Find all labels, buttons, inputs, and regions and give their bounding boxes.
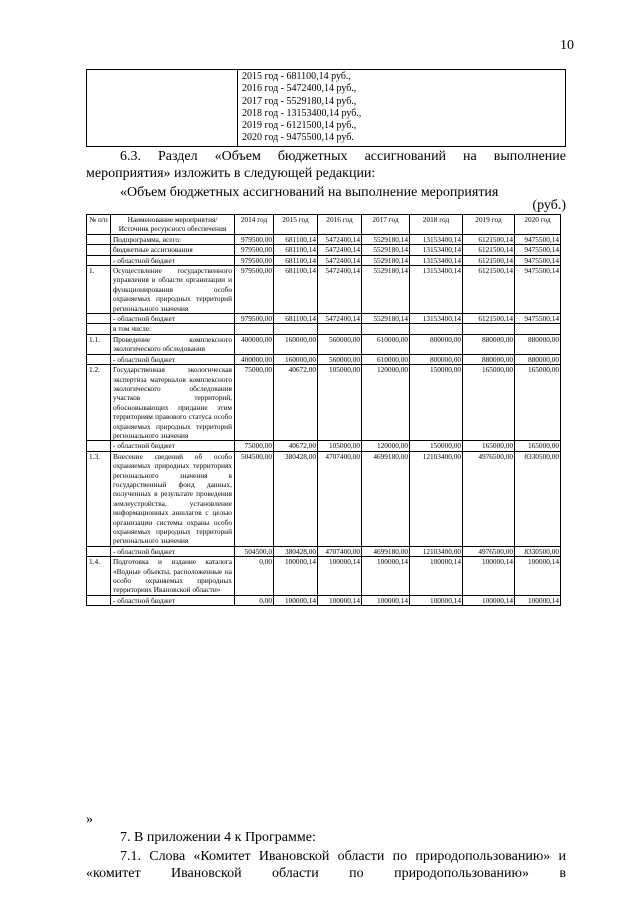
amount-cell: 8330500,00 <box>515 546 561 556</box>
amount-cell: 105000,00 <box>318 365 362 441</box>
row-number-cell <box>87 255 111 265</box>
amount-cell: 100000,14 <box>410 595 463 605</box>
amount-cell: 40672,00 <box>274 365 318 441</box>
amount-cell: 979500,00 <box>235 255 274 265</box>
row-name-cell: в том числе: <box>111 324 235 334</box>
amount-cell <box>318 324 362 334</box>
amount-cell: 100000,14 <box>362 595 410 605</box>
table-row <box>87 245 561 255</box>
row-number-cell <box>87 354 111 364</box>
empty-cell <box>87 70 238 147</box>
row-name-cell: Подпрограмма, всего: <box>111 234 235 244</box>
amount-cell: 681100,14 <box>274 314 318 324</box>
section-paragraph: 7. В приложении 4 к Программе: <box>120 830 316 845</box>
amount-cell: 0,00 <box>235 595 274 605</box>
section-paragraph: 7.1. Слова «Комитет Ивановской области по природопользованию» и «комитет Ивановской области по природопользованию» в <box>86 849 566 881</box>
year-funding-line: 2017 год - 5529180,14 руб., <box>242 95 357 107</box>
amount-cell: 150000,00 <box>410 365 463 441</box>
amount-cell: 75000,00 <box>235 441 274 451</box>
row-name-cell: - областной бюджет <box>111 354 235 364</box>
amount-cell: 9475500,14 <box>515 245 561 255</box>
amount-cell: 681100,14 <box>274 245 318 255</box>
row-number-cell <box>87 245 111 255</box>
amount-cell: 560000,00 <box>318 354 362 364</box>
amount-cell: 504500,0 <box>235 546 274 556</box>
table-row <box>87 324 561 334</box>
amount-cell: 0,00 <box>235 557 274 596</box>
amount-cell: 400000,00 <box>235 334 274 354</box>
amount-cell: 6121500,14 <box>463 245 515 255</box>
column-header: Наименование мероприятия/Источник ресурсного обеспечения <box>111 215 235 235</box>
year-funding-list <box>238 70 566 147</box>
amount-cell: 12103400,00 <box>410 451 463 546</box>
row-number-cell: 1.3. <box>87 451 111 546</box>
amount-cell: 5529180,14 <box>362 234 410 244</box>
column-header: 2018 год <box>410 215 463 235</box>
amount-cell: 13153400,14 <box>410 234 463 244</box>
amount-cell <box>463 324 515 334</box>
amount-cell: 4699180,00 <box>362 451 410 546</box>
table-row <box>87 255 561 265</box>
closing-quote: » <box>86 812 93 827</box>
row-number-cell: 1.1. <box>87 334 111 354</box>
table-row <box>87 314 561 324</box>
amount-cell: 9475500,14 <box>515 234 561 244</box>
amount-cell <box>274 324 318 334</box>
column-header: 2014 год <box>235 215 274 235</box>
amount-cell: 979500,00 <box>235 266 274 314</box>
amount-cell: 5529180,14 <box>362 245 410 255</box>
table-row <box>87 365 561 441</box>
budget-table <box>86 214 561 606</box>
table-row <box>87 557 561 596</box>
row-name-cell: - областной бюджет <box>111 441 235 451</box>
year-funding-line: 2016 год - 5472400,14 руб., <box>242 83 357 95</box>
year-funding-line: 2019 год - 6121500,14 руб., <box>242 120 357 132</box>
unit-label: (руб.) <box>532 198 566 213</box>
amount-cell: 165000,00 <box>515 441 561 451</box>
amount-cell: 105000,00 <box>318 441 362 451</box>
row-number-cell <box>87 324 111 334</box>
amount-cell: 979500,00 <box>235 245 274 255</box>
amount-cell: 4707400,00 <box>318 546 362 556</box>
amount-cell: 681100,14 <box>274 255 318 265</box>
row-number-cell: 1. <box>87 266 111 314</box>
row-number-cell <box>87 546 111 556</box>
amount-cell: 400000,00 <box>235 354 274 364</box>
column-header: № п/п <box>87 215 111 235</box>
amount-cell: 681100,14 <box>274 234 318 244</box>
amount-cell: 4707400,00 <box>318 451 362 546</box>
amount-cell: 13153400,14 <box>410 266 463 314</box>
amount-cell: 6121500,14 <box>463 266 515 314</box>
row-number-cell <box>87 314 111 324</box>
amount-cell: 100000,14 <box>410 557 463 596</box>
column-header: 2016 год <box>318 215 362 235</box>
amount-cell: 979500,00 <box>235 234 274 244</box>
amount-cell: 880000,00 <box>463 354 515 364</box>
page-number: 10 <box>560 38 574 53</box>
section-paragraph: 6.3. Раздел «Объем бюджетных ассигнований на выполнение мероприятия» изложить в следующей редакции: <box>86 149 566 181</box>
amount-cell: 4699180,00 <box>362 546 410 556</box>
amount-cell: 800000,00 <box>410 334 463 354</box>
amount-cell: 160000,00 <box>274 354 318 364</box>
row-number-cell: 1.2. <box>87 365 111 441</box>
amount-cell: 5472400,14 <box>318 255 362 265</box>
amount-cell: 165000,00 <box>515 365 561 441</box>
row-name-cell: Проведение комплексного экологического обследования <box>111 334 235 354</box>
amount-cell <box>515 324 561 334</box>
table-row <box>87 441 561 451</box>
amount-cell: 4976500,00 <box>463 451 515 546</box>
amount-cell: 150000,00 <box>410 441 463 451</box>
amount-cell: 13153400,14 <box>410 255 463 265</box>
amount-cell: 6121500,14 <box>463 314 515 324</box>
column-header: 2015 год <box>274 215 318 235</box>
amount-cell: 380428,00 <box>274 451 318 546</box>
amount-cell: 75000,00 <box>235 365 274 441</box>
row-name-cell: - областной бюджет <box>111 595 235 605</box>
row-name-cell: Внесение сведений об особо охраняемых природных территориях регионального значения в государственный фонд данных, полученных в результате проведения землеустройства, установление информационных аншлагов с целью организации системы охраны особо охраняемых природных территорий регионального значения <box>111 451 235 546</box>
amount-cell: 4976500,00 <box>463 546 515 556</box>
table-row <box>87 546 561 556</box>
amount-cell: 6121500,14 <box>463 234 515 244</box>
funding-summary-table <box>86 69 566 147</box>
row-name-cell: - областной бюджет <box>111 255 235 265</box>
amount-cell: 100000,14 <box>318 557 362 596</box>
row-number-cell: 1.4. <box>87 557 111 596</box>
row-number-cell <box>87 234 111 244</box>
amount-cell <box>410 324 463 334</box>
amount-cell: 504500,00 <box>235 451 274 546</box>
amount-cell: 165000,00 <box>463 441 515 451</box>
amount-cell: 9475500,14 <box>515 255 561 265</box>
amount-cell: 5529180,14 <box>362 314 410 324</box>
year-funding-line: 2018 год - 13153400,14 руб., <box>242 107 362 119</box>
row-number-cell <box>87 441 111 451</box>
amount-cell: 880000,00 <box>463 334 515 354</box>
amount-cell: 8330500,00 <box>515 451 561 546</box>
amount-cell: 100000,14 <box>274 557 318 596</box>
amount-cell: 13153400,14 <box>410 245 463 255</box>
year-funding-line: 2020 год - 9475500,14 руб. <box>242 132 354 144</box>
row-name-cell: Государственная экологическая экспертиза материалов комплексного экологического обследования участков территорий, обосновывающих придание этим территориям правового статуса особо охраняемых природных территорий регионального значения <box>111 365 235 441</box>
amount-cell <box>235 324 274 334</box>
row-name-cell: - областной бюджет <box>111 314 235 324</box>
table-row <box>87 234 561 244</box>
amount-cell: 120000,00 <box>362 441 410 451</box>
table-row <box>87 354 561 364</box>
amount-cell: 100000,14 <box>463 595 515 605</box>
table-row <box>87 451 561 546</box>
table-header-row <box>87 215 561 235</box>
amount-cell: 160000,00 <box>274 334 318 354</box>
row-name-cell: - областной бюджет <box>111 546 235 556</box>
amount-cell: 100000,14 <box>515 595 561 605</box>
table-row <box>87 266 561 314</box>
amount-cell: 681100,14 <box>274 266 318 314</box>
amount-cell: 880000,00 <box>515 334 561 354</box>
amount-cell: 979500,00 <box>235 314 274 324</box>
section-title: «Объем бюджетных ассигнований на выполнение мероприятия <box>120 185 499 200</box>
row-name-cell: бюджетные ассигнования <box>111 245 235 255</box>
amount-cell: 5472400,14 <box>318 314 362 324</box>
amount-cell: 165000,00 <box>463 365 515 441</box>
amount-cell: 13153400,14 <box>410 314 463 324</box>
amount-cell: 100000,14 <box>274 595 318 605</box>
amount-cell: 610000,00 <box>362 334 410 354</box>
amount-cell: 12103400,00 <box>410 546 463 556</box>
year-funding-line: 2015 год - 681100,14 руб., <box>242 71 351 82</box>
amount-cell: 5472400,14 <box>318 266 362 314</box>
row-name-cell: Осуществление государственного управления в области организации и функционирования особо охраняемых природных территорий регионального значения <box>111 266 235 314</box>
amount-cell: 9475500,14 <box>515 266 561 314</box>
table-row <box>87 595 561 605</box>
amount-cell: 100000,14 <box>515 557 561 596</box>
amount-cell: 100000,14 <box>463 557 515 596</box>
table-row <box>87 334 561 354</box>
amount-cell: 100000,14 <box>362 557 410 596</box>
amount-cell: 9475500,14 <box>515 314 561 324</box>
column-header: 2019 год <box>463 215 515 235</box>
amount-cell: 6121500,14 <box>463 255 515 265</box>
amount-cell: 5529180,14 <box>362 266 410 314</box>
row-number-cell <box>87 595 111 605</box>
amount-cell: 100000,14 <box>318 595 362 605</box>
amount-cell: 120000,00 <box>362 365 410 441</box>
amount-cell: 40672,00 <box>274 441 318 451</box>
column-header: 2017 год <box>362 215 410 235</box>
amount-cell: 5472400,14 <box>318 234 362 244</box>
amount-cell: 560000,00 <box>318 334 362 354</box>
amount-cell: 5472400,14 <box>318 245 362 255</box>
column-header: 2020 год <box>515 215 561 235</box>
amount-cell: 800000,00 <box>410 354 463 364</box>
row-name-cell: Подготовка и издание каталога «Водные объекты, расположенные на особо охраняемых природных территориях Ивановской области» <box>111 557 235 596</box>
amount-cell: 380428,00 <box>274 546 318 556</box>
amount-cell: 610000,00 <box>362 354 410 364</box>
amount-cell: 5529180,14 <box>362 255 410 265</box>
amount-cell <box>362 324 410 334</box>
amount-cell: 880000,00 <box>515 354 561 364</box>
